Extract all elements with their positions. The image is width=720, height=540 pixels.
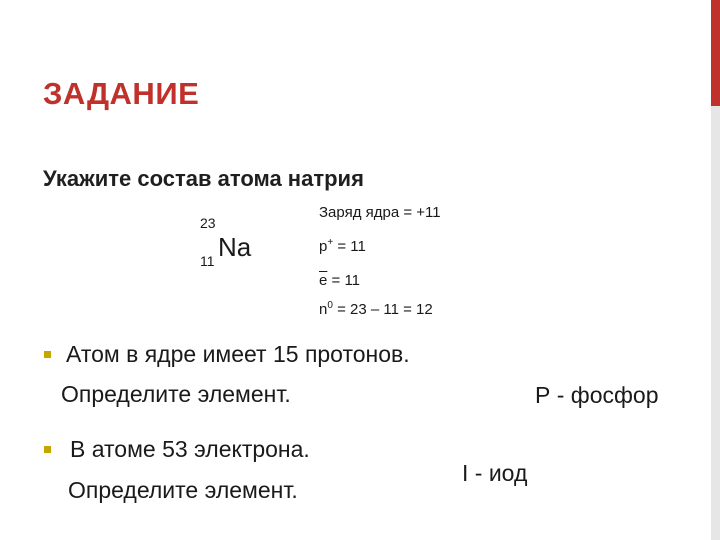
slide-title: ЗАДАНИЕ	[43, 76, 200, 111]
protons-line	[319, 239, 366, 254]
neutrons-symbol: n	[319, 301, 328, 318]
task2-question: В атоме 53 электрона.	[70, 436, 310, 462]
right-accent-bar	[711, 0, 720, 106]
protons-charge: +	[327, 237, 334, 248]
protons-value: = 11	[333, 238, 366, 255]
task1-answer: Р - фосфор	[535, 382, 659, 408]
task1-question: Атом в ядре имеет 15 протонов.	[66, 341, 410, 367]
bullet-icon	[44, 351, 51, 358]
electrons-line	[319, 273, 360, 288]
neutrons-line	[319, 302, 433, 317]
protons-symbol: p	[319, 238, 328, 255]
neutrons-charge: 0	[327, 300, 333, 311]
electrons-value: = 11	[327, 272, 361, 289]
atomic-number: 11	[200, 253, 215, 269]
slide-subtitle: Укажите состав атома натрия	[43, 166, 364, 191]
electrons-symbol: $\overline{e}$	[319, 272, 328, 289]
mass-number: 23	[200, 215, 216, 231]
element-symbol: Na	[218, 232, 252, 262]
bullet-icon	[44, 446, 51, 453]
task1-instruction: Определите элемент.	[61, 381, 291, 407]
neutrons-value: = 23 – 11 = 12	[332, 301, 433, 318]
sodium-notation	[200, 215, 270, 275]
task2-answer: I - иод	[462, 460, 528, 486]
nucleus-charge: Заряд ядра = +11	[319, 204, 441, 221]
task2-instruction: Определите элемент.	[68, 477, 298, 503]
